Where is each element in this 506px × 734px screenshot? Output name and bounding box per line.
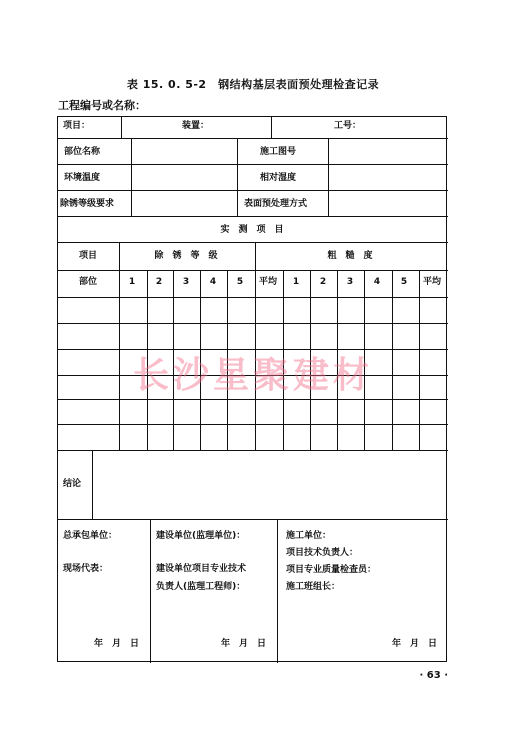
construction-unit-label: 施工单位： <box>286 531 332 541</box>
rough-col-1: 1 <box>292 277 300 287</box>
rust-col-3: 3 <box>182 277 190 287</box>
owner-tech-lead-label-1: 建设单位项目专业技术 <box>156 564 247 574</box>
watermark: 长沙星聚建材 <box>132 355 373 396</box>
page-number: · 63 · <box>419 670 448 681</box>
table-title: 表 15. 0. 5-2 钢结构基层表面预处理检查记录 <box>126 78 380 91</box>
rust-grade-requirement-label: 除锈等级要求 <box>60 199 115 209</box>
part-name-label: 部位名称 <box>64 147 101 157</box>
rust-col-5: 5 <box>236 277 244 287</box>
rough-col-4: 4 <box>373 277 381 287</box>
rough-col-3: 3 <box>346 277 354 287</box>
site-representative-label: 现场代表： <box>63 564 109 574</box>
rust-grade-header: 除 锈 等 级 <box>154 251 218 261</box>
rough-col-5: 5 <box>400 277 408 287</box>
rust-col-2: 2 <box>155 277 163 287</box>
quality-inspector-label: 项目专业质量检查员： <box>286 565 377 575</box>
rust-col-4: 4 <box>209 277 217 287</box>
part-header: 部位 <box>78 277 98 287</box>
rust-col-1: 1 <box>128 277 136 287</box>
project-tech-lead-label: 项目技术负责人： <box>286 548 359 558</box>
general-contractor-label: 总承包单位： <box>63 531 118 541</box>
date-construction: 年 月 日 <box>392 639 438 649</box>
pretreatment-method-label: 表面预处理方式 <box>244 199 308 209</box>
rough-col-average: 平均 <box>422 277 442 287</box>
device-label: 装置： <box>182 121 210 131</box>
rust-col-average: 平均 <box>258 277 278 287</box>
roughness-header: 粗 糙 度 <box>327 251 373 261</box>
date-owner: 年 月 日 <box>221 639 267 649</box>
date-contractor: 年 月 日 <box>94 639 140 649</box>
project-name-label: 工程编号或名称： <box>58 99 146 112</box>
construction-drawing-label: 施工图号 <box>260 147 297 157</box>
team-leader-label: 施工班组长： <box>286 582 341 592</box>
item-header: 项目 <box>78 251 98 261</box>
owner-tech-lead-label-2: 负责人(监理工程师)： <box>156 582 246 592</box>
rough-col-2: 2 <box>319 277 327 287</box>
ambient-temp-label: 环境温度 <box>64 173 101 183</box>
owner-unit-label: 建设单位(监理单位)： <box>156 531 246 541</box>
relative-humidity-label: 相对湿度 <box>260 173 297 183</box>
conclusion-label: 结论 <box>63 479 82 489</box>
measured-items-title: 实 测 项 目 <box>220 225 284 235</box>
project-label: 项目： <box>63 121 91 131</box>
work-number-label: 工号： <box>334 121 362 131</box>
